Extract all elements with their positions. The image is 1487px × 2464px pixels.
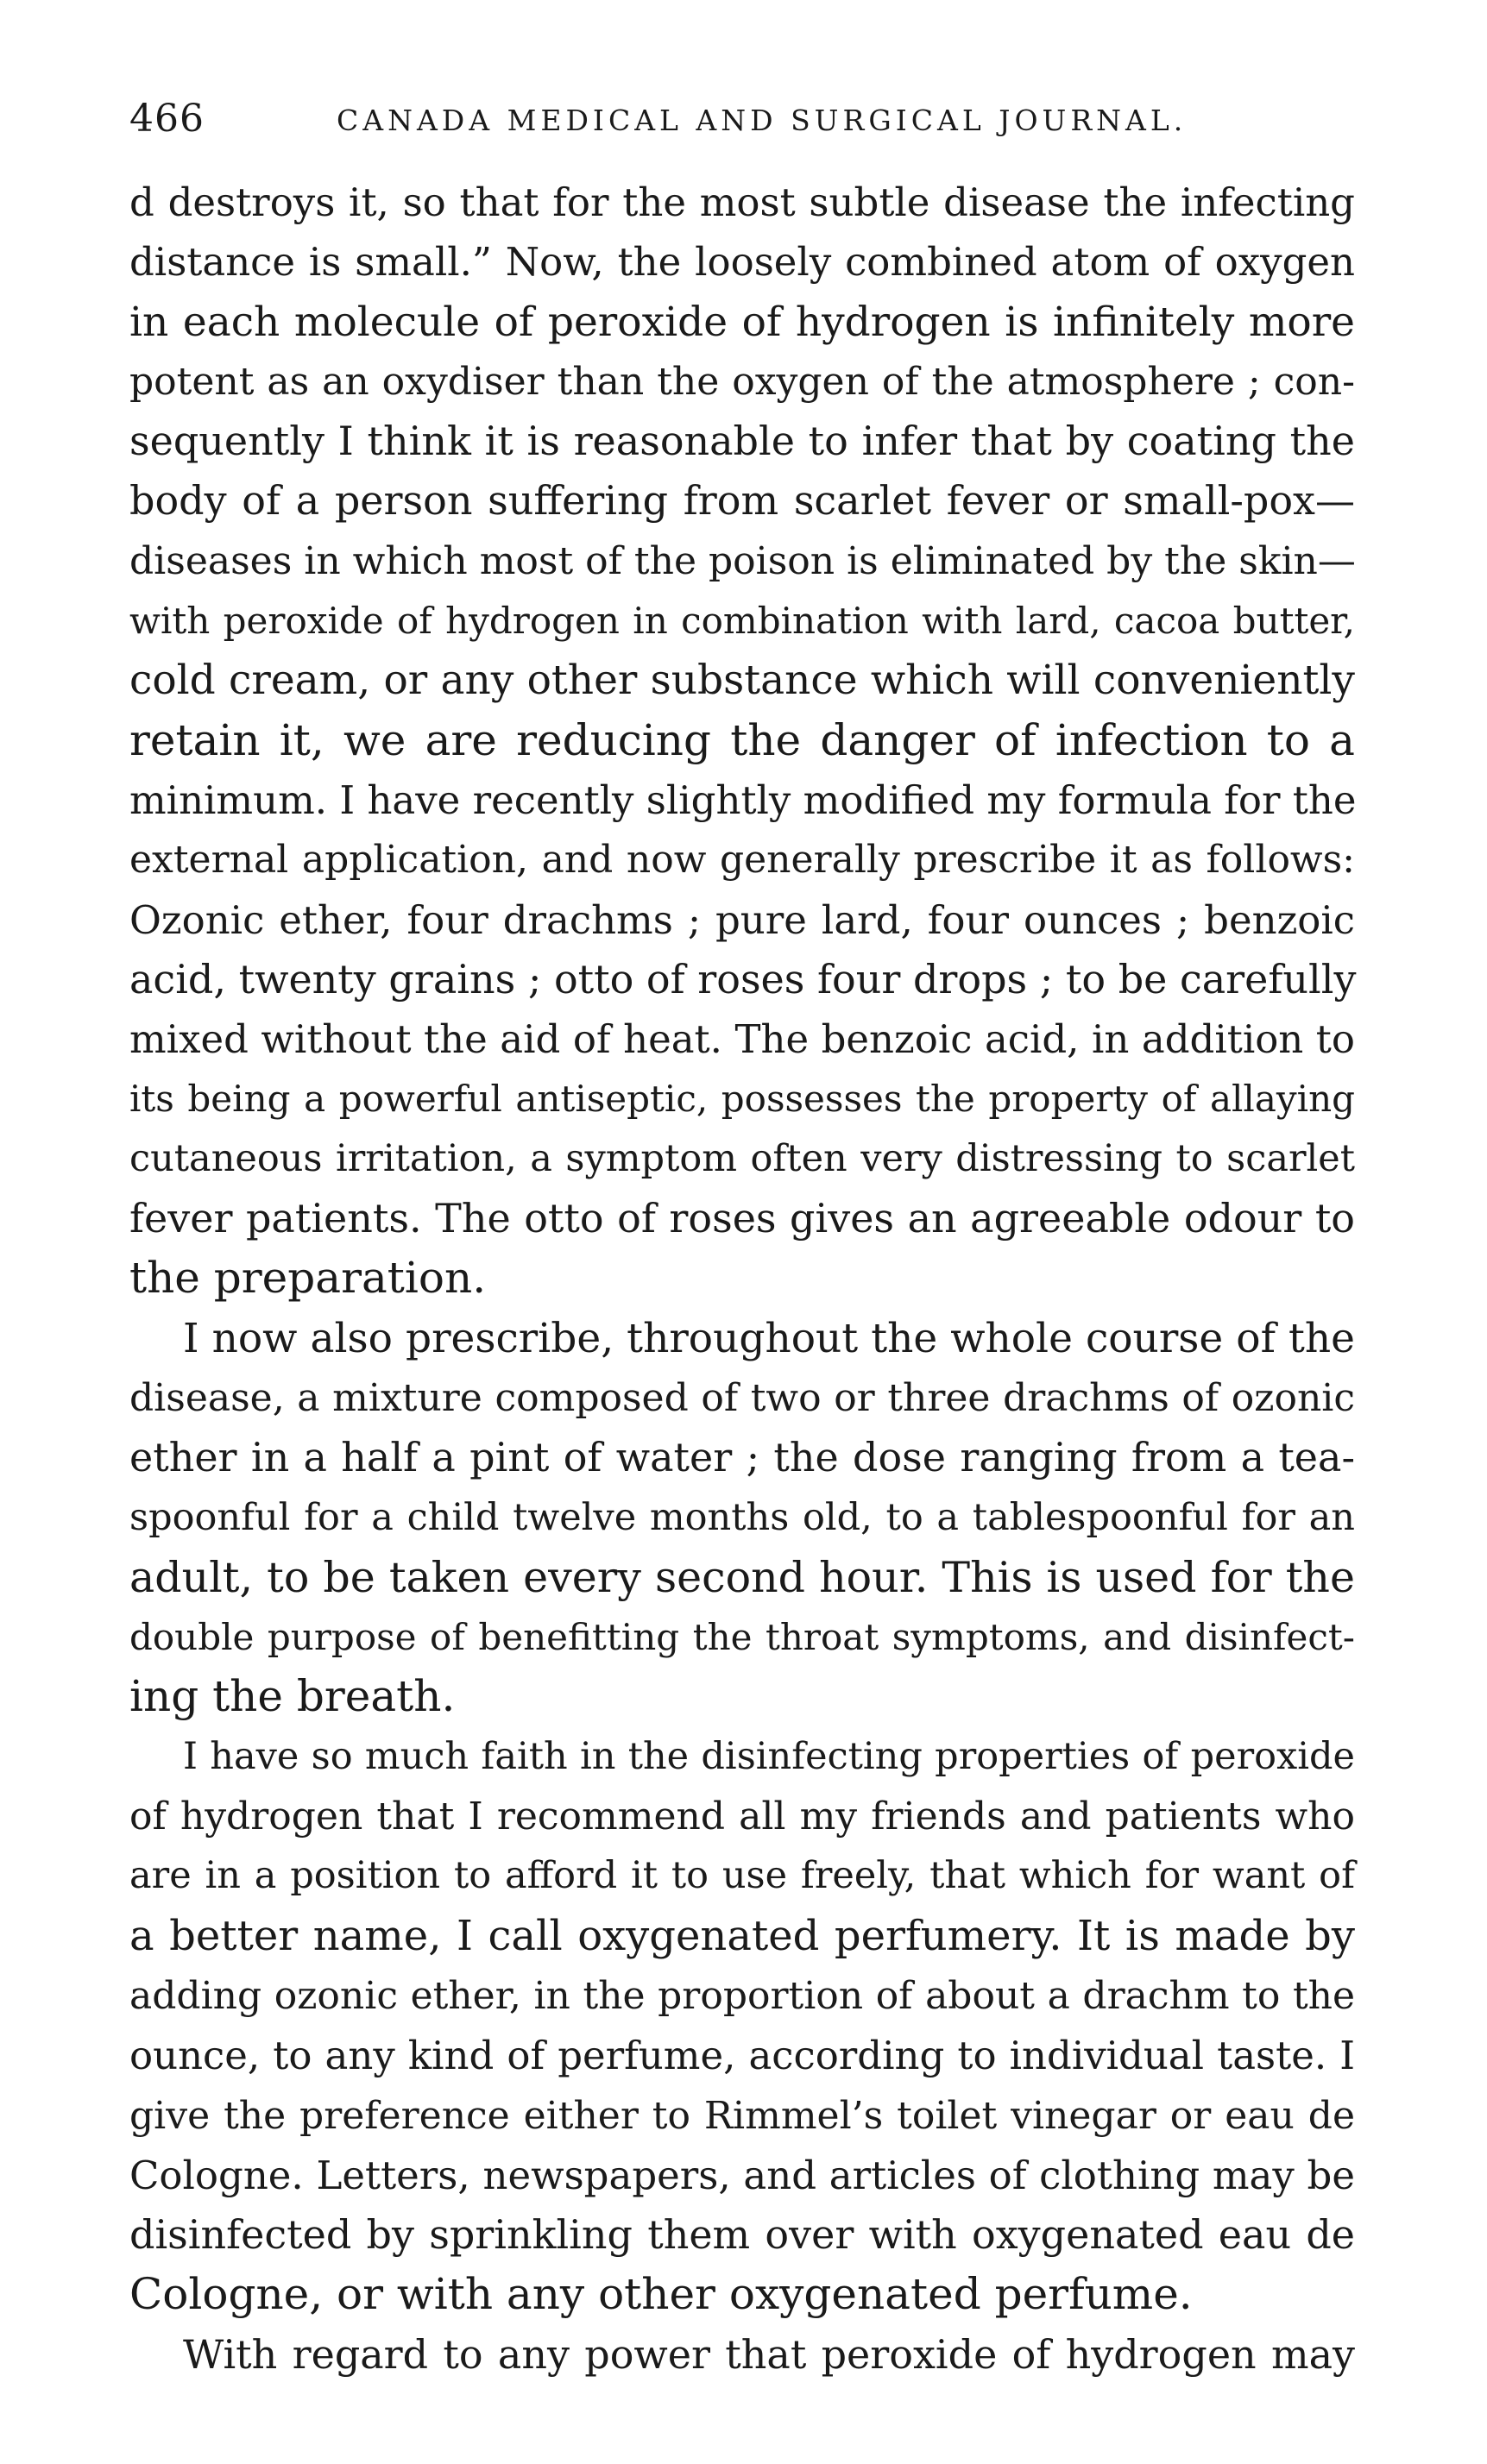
text-line: potent as an oxydiser than the oxygen of the atmosphere ; con-	[129, 359, 1355, 404]
text-line: sequently I think it is reasonable to infer that by coating the	[129, 418, 1355, 465]
text-line: double purpose of benefitting the throat symptoms, and disinfect-	[129, 1616, 1355, 1659]
text-line: disinfected by sprinkling them over with oxygenated eau de	[129, 2211, 1355, 2259]
text-line: mixed without the aid of heat. The benzoic acid, in addition to	[129, 1016, 1355, 1063]
text-line: external application, and now generally prescribe it as follows:	[129, 838, 1355, 883]
text-line: ether in a half a pint of water ; the dose ranging from a tea-	[129, 1434, 1355, 1481]
text-line: acid, twenty grains ; otto of roses four drops ; to be carefully	[129, 955, 1357, 1003]
text-line: fever patients. The otto of roses gives an agreeable odour to	[129, 1195, 1355, 1242]
page-number: 466	[129, 97, 205, 141]
text-line: Cologne, or with any other oxygenated perfume.	[129, 2269, 1193, 2320]
text-line: ing the breath.	[129, 1671, 456, 1722]
text-line: its being a powerful antiseptic, possesses the property of allaying	[129, 1078, 1355, 1121]
text-line: adding ozonic ether, in the proportion of about a drachm to the	[129, 1973, 1355, 2018]
text-line: cutaneous irritation, a symptom often very distressing to scarlet	[129, 1136, 1355, 1180]
text-line: Cologne. Letters, newspapers, and articles of clothing may be	[129, 2152, 1355, 2198]
text-line: with peroxide of hydrogen in combination with lard, cacoa butter,	[129, 600, 1355, 643]
text-line: retain it, we are reducing the danger of infection to a	[129, 714, 1355, 765]
text-line: cold cream, or any other substance which will conveniently	[129, 657, 1355, 705]
text-line: diseases in which most of the poison is eliminated by the skin—	[129, 538, 1356, 583]
paragraph-first-line: I have so much faith in the disinfecting properties of peroxide	[183, 1734, 1355, 1778]
page-header	[129, 97, 1372, 157]
text-line: ounce, to any kind of perfume, according to individual taste. I	[129, 2033, 1355, 2079]
text-line: are in a position to afford it to use freely, that which for want of	[129, 1854, 1355, 1898]
text-line: the preparation.	[129, 1253, 487, 1304]
text-line: d destroys it, so that for the most subtle disease the infecting	[129, 179, 1355, 225]
text-line: spoonful for a child twelve months old, to a tablespoonful for an	[129, 1495, 1355, 1539]
text-line: of hydrogen that I recommend all my friends and patients who	[129, 1795, 1355, 1839]
paragraph-first-line: I now also prescribe, throughout the whole course of the	[183, 1314, 1355, 1362]
text-line: body of a person suffering from scarlet fever or small-pox—	[129, 477, 1355, 525]
text-line: distance is small.” Now, the loosely combined atom of oxygen	[129, 239, 1355, 286]
text-line: in each molecule of peroxide of hydrogen is infinitely more	[129, 298, 1355, 346]
text-line: Ozonic ether, four drachms ; pure lard, four ounces ; benzoic	[129, 896, 1355, 943]
text-line: disease, a mixture composed of two or three drachms of ozonic	[129, 1375, 1355, 1420]
text-line: a better name, I call oxygenated perfumery. It is made by	[129, 1911, 1355, 1960]
text-line: minimum. I have recently slightly modified my formula for the	[129, 776, 1357, 823]
text-line: give the preference either to Rimmel’s toilet vinegar or eau de	[129, 2093, 1355, 2138]
running-title: CANADA MEDICAL AND SURGICAL JOURNAL.	[337, 104, 1188, 137]
text-line: adult, to be taken every second hour. This is used for the	[129, 1552, 1355, 1602]
paragraph-first-line: With regard to any power that peroxide of hydrogen may	[183, 2330, 1355, 2378]
article-body	[129, 173, 1355, 2385]
